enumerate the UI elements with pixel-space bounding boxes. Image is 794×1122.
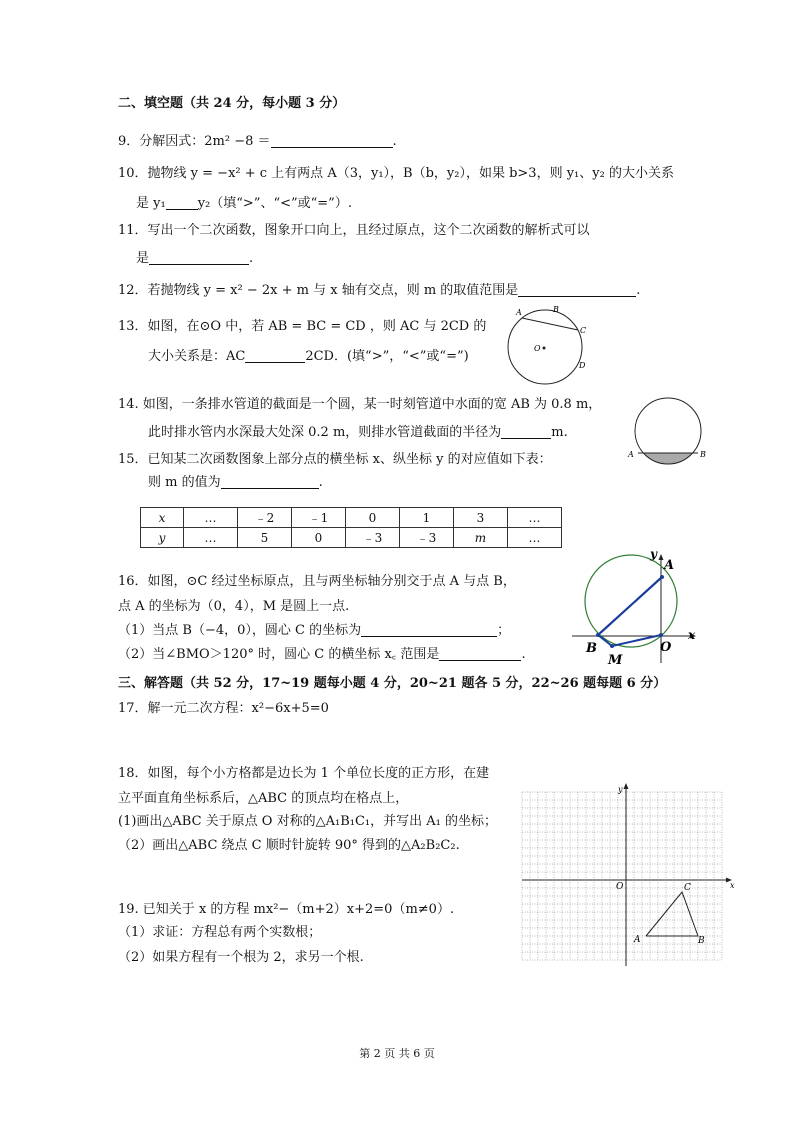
q16-text-c: （2）当∠BMO＞120° 时，圆心 C 的横坐标 x꜀ 范围是 [118, 647, 440, 662]
answer-blank[interactable] [166, 195, 198, 210]
table-cell: 0 [292, 528, 346, 548]
answer-blank[interactable] [501, 424, 551, 439]
q9-text: 分解因式：2m² −8 ＝ [139, 134, 271, 149]
fig-label-y: y [618, 785, 623, 794]
q15-text-a: 则 m 的值为 [148, 475, 221, 490]
q12-text: 12．若抛物线 y = x² − 2x + m 与 x 轴有交点，则 m 的取值范围是 [118, 283, 519, 298]
table-cell: ﹣2 [238, 508, 292, 528]
fig-label-b: B [553, 305, 559, 314]
fig-label-a: A [664, 558, 675, 573]
q16-text-d: . [521, 647, 526, 662]
q11-text-a: 是 [136, 251, 150, 266]
section-title-answer: 三、解答题（共 52 分，17~19 题每小题 4 分，20~21 题各 5 分，22~26 题每题 6 分） [118, 676, 667, 691]
question-14-line1: 14. 如图，一条排水管道的截面是一个圆，某一时刻管道中水面的宽 AB 为 0.8 m， [118, 397, 602, 412]
section-title-fill-in: 二、填空题（共 24 分，每小题 3 分） [118, 96, 346, 111]
question-11-line1: 11．写出一个二次函数，图象开口向上，且经过原点，这个二次函数的解析式可以 [118, 223, 590, 238]
table-cell: 5 [238, 528, 292, 548]
table-cell: x [141, 508, 184, 528]
fig-label-c: C [580, 326, 587, 335]
fig-label-c: C [684, 883, 691, 893]
fig-label-b: B [586, 641, 597, 656]
q18-grid-figure [522, 780, 737, 970]
q14-text-b: m. [551, 425, 568, 440]
xy-value-table [140, 507, 562, 548]
page-footer: 第 2 页 共 6 页 [359, 1047, 435, 1060]
table-cell: y [141, 528, 184, 548]
q14-text-a: 此时排水管内水深最大处深 0.2 m，则排水管道截面的半径为 [148, 425, 502, 440]
table-cell: … [184, 528, 238, 548]
question-19-line1: 19. 已知关于 x 的方程 mx²−（m+2）x+2=0（m≠0）. [118, 902, 455, 917]
table-cell: 3 [454, 508, 508, 528]
question-16-line2: 点 A 的坐标为（0，4），M 是圆上一点. [118, 599, 350, 614]
fig-label-m: M [608, 653, 623, 668]
q10-text-a: 是 y₁ [136, 196, 166, 211]
q13-text-b: 2CD．(填“>”，“<”或“=”) [305, 349, 469, 364]
fig-label-o: O [660, 640, 672, 655]
q12-end: . [636, 283, 641, 298]
fig-label-y: y [650, 547, 657, 561]
question-12 [118, 282, 640, 300]
q11-text-b: . [249, 251, 254, 266]
fig-label-a: A [516, 308, 522, 317]
table-cell: ﹣1 [292, 508, 346, 528]
question-10-line2 [136, 195, 352, 213]
question-15-line1: 15．已知某二次函数图象上部分点的横坐标 x、纵坐标 y 的对应值如下表： [118, 452, 552, 467]
question-11-line2 [136, 250, 253, 268]
fig-label-x: x [730, 881, 735, 890]
q15-text-b: . [318, 475, 323, 490]
table-cell: … [184, 508, 238, 528]
table-cell: ﹣3 [346, 528, 400, 548]
table-row [141, 508, 562, 528]
answer-blank[interactable] [439, 646, 521, 661]
question-19-line2: （1）求证：方程总有两个实数根； [118, 925, 322, 940]
question-10-line1: 10．抛物线 y = −x² + c 上有两点 A（3，y₁），B（b，y₂），如果 b>3，则 y₁、y₂ 的大小关系 [118, 166, 674, 181]
q13-text-a: 大小关系是：AC [148, 349, 246, 364]
question-16-line1: 16．如图，⊙C 经过坐标原点，且与两坐标轴分别交于点 A 与点 B， [118, 574, 516, 589]
table-cell: … [508, 508, 562, 528]
q10-text-b: y₂（填“>”、“<”或“=”）. [197, 196, 352, 211]
answer-blank[interactable] [149, 250, 249, 265]
question-16-line4 [118, 646, 526, 664]
fig-label-o: O [616, 882, 624, 892]
table-cell: 0 [346, 508, 400, 528]
question-16-line3 [118, 622, 510, 640]
question-19-line3: （2）如果方程有一个根为 2，求另一个根. [118, 950, 364, 965]
q16-coordinate-circle-figure [568, 545, 700, 670]
q16-text-a: （1）当点 B（−4，0），圆心 C 的坐标为 [118, 623, 362, 638]
answer-blank[interactable] [518, 282, 636, 297]
question-14-line2 [148, 424, 568, 442]
grid-lines [522, 792, 722, 960]
q13-circle-figure [500, 300, 600, 390]
answer-blank[interactable] [245, 348, 305, 363]
table-row [141, 528, 562, 548]
table-cell: m [454, 528, 508, 548]
table-cell: ﹣3 [400, 528, 454, 548]
question-15-line2 [148, 474, 323, 492]
question-18-line2: 立平面直角坐标系后，△ABC 的顶点均在格点上， [118, 791, 409, 806]
table-cell: 1 [400, 508, 454, 528]
question-13-line1: 13．如图，在⊙O 中，若 AB = BC = CD ，则 AC 与 2CD 的 [118, 319, 487, 334]
fig-label-x: x [688, 628, 696, 642]
fig-label-d: D [579, 361, 586, 370]
question-18-line4: （2）画出△ABC 绕点 C 顺时针旋转 90° 得到的△A₂B₂C₂. [118, 838, 460, 853]
fig-label-a: A [628, 450, 634, 459]
question-13-line2 [148, 348, 469, 366]
q14-pipe-figure [625, 395, 715, 470]
answer-blank[interactable] [271, 133, 393, 148]
question-18-line3: (1)画出△ABC 关于原点 O 对称的△A₁B₁C₁，并写出 A₁ 的坐标； [118, 814, 497, 829]
q9-num: 9． [118, 134, 140, 149]
question-17: 17．解一元二次方程：x²−6x+5=0 [118, 701, 329, 716]
fig-label-o: O [534, 344, 541, 353]
answer-blank[interactable] [361, 622, 497, 637]
question-18-line1: 18．如图，每个小方格都是边长为 1 个单位长度的正方形，在建 [118, 766, 490, 781]
table-cell: … [508, 528, 562, 548]
fig-label-b: B [700, 450, 706, 459]
q9-end: . [392, 134, 397, 149]
question-9 [118, 133, 397, 151]
fig-label-b: B [698, 936, 705, 946]
fig-label-a: A [634, 935, 641, 945]
q16-text-b: ； [497, 623, 511, 638]
answer-blank[interactable] [221, 474, 319, 489]
